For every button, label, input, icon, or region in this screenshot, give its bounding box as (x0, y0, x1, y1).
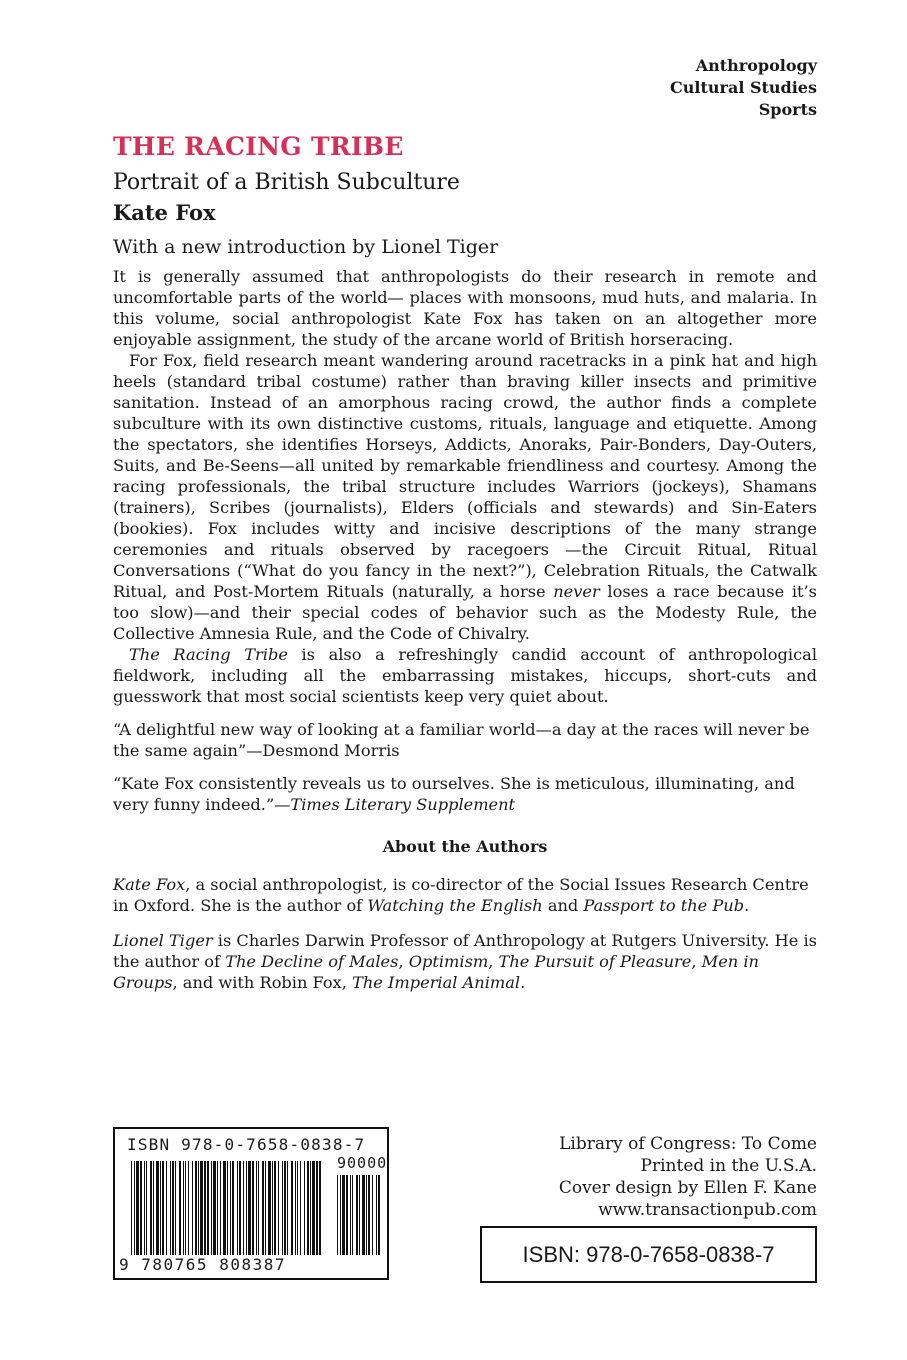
isbn-text: ISBN: 978-0-7658-0838-7 (522, 1241, 775, 1267)
text-run: . (744, 896, 750, 915)
barcode-bar (295, 1161, 296, 1255)
author-name: Kate Fox (113, 875, 186, 894)
barcode-price-code: 90000 (337, 1154, 388, 1172)
barcode-bar (195, 1161, 197, 1255)
barcode-bar (252, 1161, 254, 1255)
book-title-italic: The Pursuit of Pleasure (498, 952, 692, 971)
barcode-bar (131, 1161, 132, 1255)
book-author: Kate Fox (113, 200, 216, 225)
text-run: , and with Robin Fox, (172, 973, 353, 992)
publisher-info (559, 1133, 817, 1221)
barcode-bar (204, 1161, 206, 1255)
subject-categories (670, 55, 817, 121)
review-quote (113, 773, 817, 815)
book-title-italic: Passport to the Pub (583, 896, 745, 915)
barcode-bar (223, 1161, 226, 1255)
text-run: , a social anthropologist, is co-director of the Social Issues Research Centre in Oxford. She is the author of (113, 875, 809, 915)
barcode-bar (282, 1161, 283, 1255)
barcode-bar (366, 1175, 367, 1255)
barcode-bar (362, 1175, 365, 1255)
barcode-bar (274, 1161, 276, 1255)
barcode-isbn-label: ISBN 978-0-7658-0838-7 (127, 1135, 366, 1154)
book-title-italic: The Decline of Males (225, 952, 399, 971)
barcode-bar (304, 1161, 305, 1255)
barcode-bar (243, 1161, 244, 1255)
emphasis-text: never (553, 582, 600, 601)
barcode-bar (213, 1161, 216, 1255)
barcode-bar (262, 1161, 264, 1255)
barcode-bar (268, 1161, 271, 1255)
text-run: For Fox, field research meant wandering around racetracks in a pink hat and high heels (standard tribal costume) rather than braving killer insects and primitive sanitation. Instead of an amorphous racing crowd, the author finds a complete subculture with its own distinctive customs, rituals, language and etiquette. Among the spectators, she identifies Horseys, Addicts, Anoraks, Pair-Bonders, Day-Outers, Suits, and Be-Seens—all united by remarkable friendliness and courtesy. Among the racing professionals, the tribal structure includes Warriors (jockeys), Shamans (trainers), Scribes (journalists), Elders (officials and stewards) and Sin-Eaters (bookies). Fox includes witty and incisive descriptions of the many strange ceremonies and rituals observed by racegoers —the Circuit Ritual, Ritual Conversations (“What do you fancy in the next?”), Celebration Rituals, the Catwalk Ritual, and Post-Mortem Rituals (naturally, a horse (113, 351, 817, 601)
book-title-italic: Optimism (408, 952, 489, 971)
introduction-credit: With a new introduction by Lionel Tiger (113, 236, 499, 258)
barcode-bar (144, 1161, 145, 1255)
book-subtitle: Portrait of a British Subculture (113, 170, 460, 195)
barcode-bar (248, 1161, 251, 1255)
barcode-bar (232, 1161, 234, 1255)
barcode-bar (170, 1161, 171, 1255)
barcode-bar (136, 1161, 139, 1255)
barcode-bar (246, 1161, 247, 1255)
text-run: , (691, 952, 702, 971)
description-paragraph: It is generally assumed that anthropologists do their research in remote and uncomfortable parts of the world— places with monsoons, mud huts, and malaria. In this volume, social anthropologist Kate Fox has taken on an altogether more enjoyable assignment, the study of the arcane world of British horseracing. (113, 267, 817, 349)
description-paragraph (113, 644, 817, 707)
barcode-bar (188, 1161, 189, 1255)
barcode-bar (350, 1175, 351, 1255)
barcode-bar (346, 1175, 348, 1255)
barcode-bar (291, 1161, 293, 1255)
text-run: , (488, 952, 499, 971)
text-run: “Kate Fox consistently reveals us to ourselves. She is meticulous, illuminating, and very funny indeed.”— (113, 774, 795, 814)
barcode-bar (160, 1161, 161, 1255)
book-title-italic: Watching the English (367, 896, 543, 915)
about-authors-heading: About the Authors (382, 837, 548, 856)
barcode-bar (198, 1161, 199, 1255)
barcode-bar (265, 1161, 266, 1255)
back-cover-text (113, 130, 817, 1007)
barcode-bar (297, 1161, 298, 1255)
barcode-bar (307, 1161, 309, 1255)
barcode-bar (153, 1161, 154, 1255)
publisher-line: Library of Congress: To Come (559, 1134, 817, 1154)
barcode-bar (359, 1175, 360, 1255)
book-title-italic: Men in Groups (113, 952, 759, 992)
barcode-bar (356, 1175, 358, 1255)
barcode-bar (319, 1161, 321, 1255)
barcode-bar (287, 1161, 288, 1255)
text-run: is also a refreshingly candid account of anthropological fieldwork, including all the embarrassing mistakes, hiccups, short-cuts and guesswork that most social scientists keep very quiet about. (113, 645, 817, 706)
barcode-bar (352, 1175, 353, 1255)
barcode-bar (300, 1161, 301, 1255)
barcode-bar (378, 1175, 380, 1255)
barcode-bar (172, 1161, 174, 1255)
text-run: loses a race because it’s too slow)—and their special codes of behavior such as the Modesty Rule, the Collective Amnesia Rule, and the Code of Chivalry. (113, 582, 817, 643)
barcode-bar (175, 1161, 176, 1255)
text-run: , (398, 952, 409, 971)
barcode-bar (258, 1161, 259, 1255)
description-paragraph (113, 350, 817, 644)
quote-source: Times Literary Supplement (290, 795, 516, 814)
barcode-bar (166, 1161, 167, 1255)
barcode-bar (150, 1161, 152, 1255)
barcode-bar (146, 1161, 147, 1255)
text-run: is Charles Darwin Professor of Anthropology at Rutgers University. He is the author of (113, 931, 817, 971)
barcode-bar (337, 1175, 338, 1255)
barcode-bar (192, 1161, 193, 1255)
book-title-italic: The Racing Tribe (129, 645, 288, 664)
book-title: THE RACING TRIBE (113, 132, 404, 161)
barcode-bar (237, 1161, 238, 1255)
barcode-bar (316, 1161, 318, 1255)
barcode-bar (162, 1161, 164, 1255)
barcode-bar (200, 1161, 203, 1255)
author-name: Lionel Tiger (113, 931, 213, 950)
category-label: Sports (758, 100, 817, 119)
barcode-bar (372, 1175, 373, 1255)
barcode-bar (230, 1161, 231, 1255)
barcode-number: 9 780765 808387 (119, 1255, 286, 1274)
barcode-bar (239, 1161, 241, 1255)
publisher-website: www.transactionpub.com (598, 1200, 817, 1220)
barcode-bar (227, 1161, 228, 1255)
barcode-bar (368, 1175, 370, 1255)
barcode-bar (312, 1161, 315, 1255)
text-run: and (542, 896, 584, 915)
barcode-bar (179, 1161, 181, 1255)
barcode-bar (140, 1161, 142, 1255)
barcode-bar (342, 1175, 345, 1255)
barcode-bar (284, 1161, 286, 1255)
barcode-bars (115, 1159, 387, 1269)
review-quote: “A delightful new way of looking at a familiar world—a day at the races will never be the same again”—Desmond Morris (113, 720, 810, 760)
barcode-bar (310, 1161, 311, 1255)
text-run: . (520, 973, 526, 992)
barcode-bar (278, 1161, 279, 1255)
isbn-box (480, 1226, 817, 1283)
barcode-bar (211, 1161, 212, 1255)
barcode-bar (183, 1161, 184, 1255)
book-title-italic: The Imperial Animal (352, 973, 521, 992)
isbn-barcode (113, 1127, 389, 1280)
barcode-bar (185, 1161, 186, 1255)
publisher-line: Printed in the U.S.A. (640, 1156, 817, 1176)
barcode-bar (272, 1161, 273, 1255)
author-bio (113, 874, 817, 916)
author-bio (113, 930, 817, 993)
publisher-line: Cover design by Ellen F. Kane (558, 1178, 817, 1198)
category-label: Anthropology (695, 56, 817, 75)
barcode-bar (207, 1161, 209, 1255)
barcode-bar (134, 1161, 135, 1255)
barcode-bar (217, 1161, 218, 1255)
barcode-bar (376, 1175, 377, 1255)
barcode-bar (156, 1161, 159, 1255)
barcode-bar (220, 1161, 221, 1255)
category-label: Cultural Studies (670, 78, 817, 97)
barcode-bar (340, 1175, 341, 1255)
barcode-bar (256, 1161, 257, 1255)
